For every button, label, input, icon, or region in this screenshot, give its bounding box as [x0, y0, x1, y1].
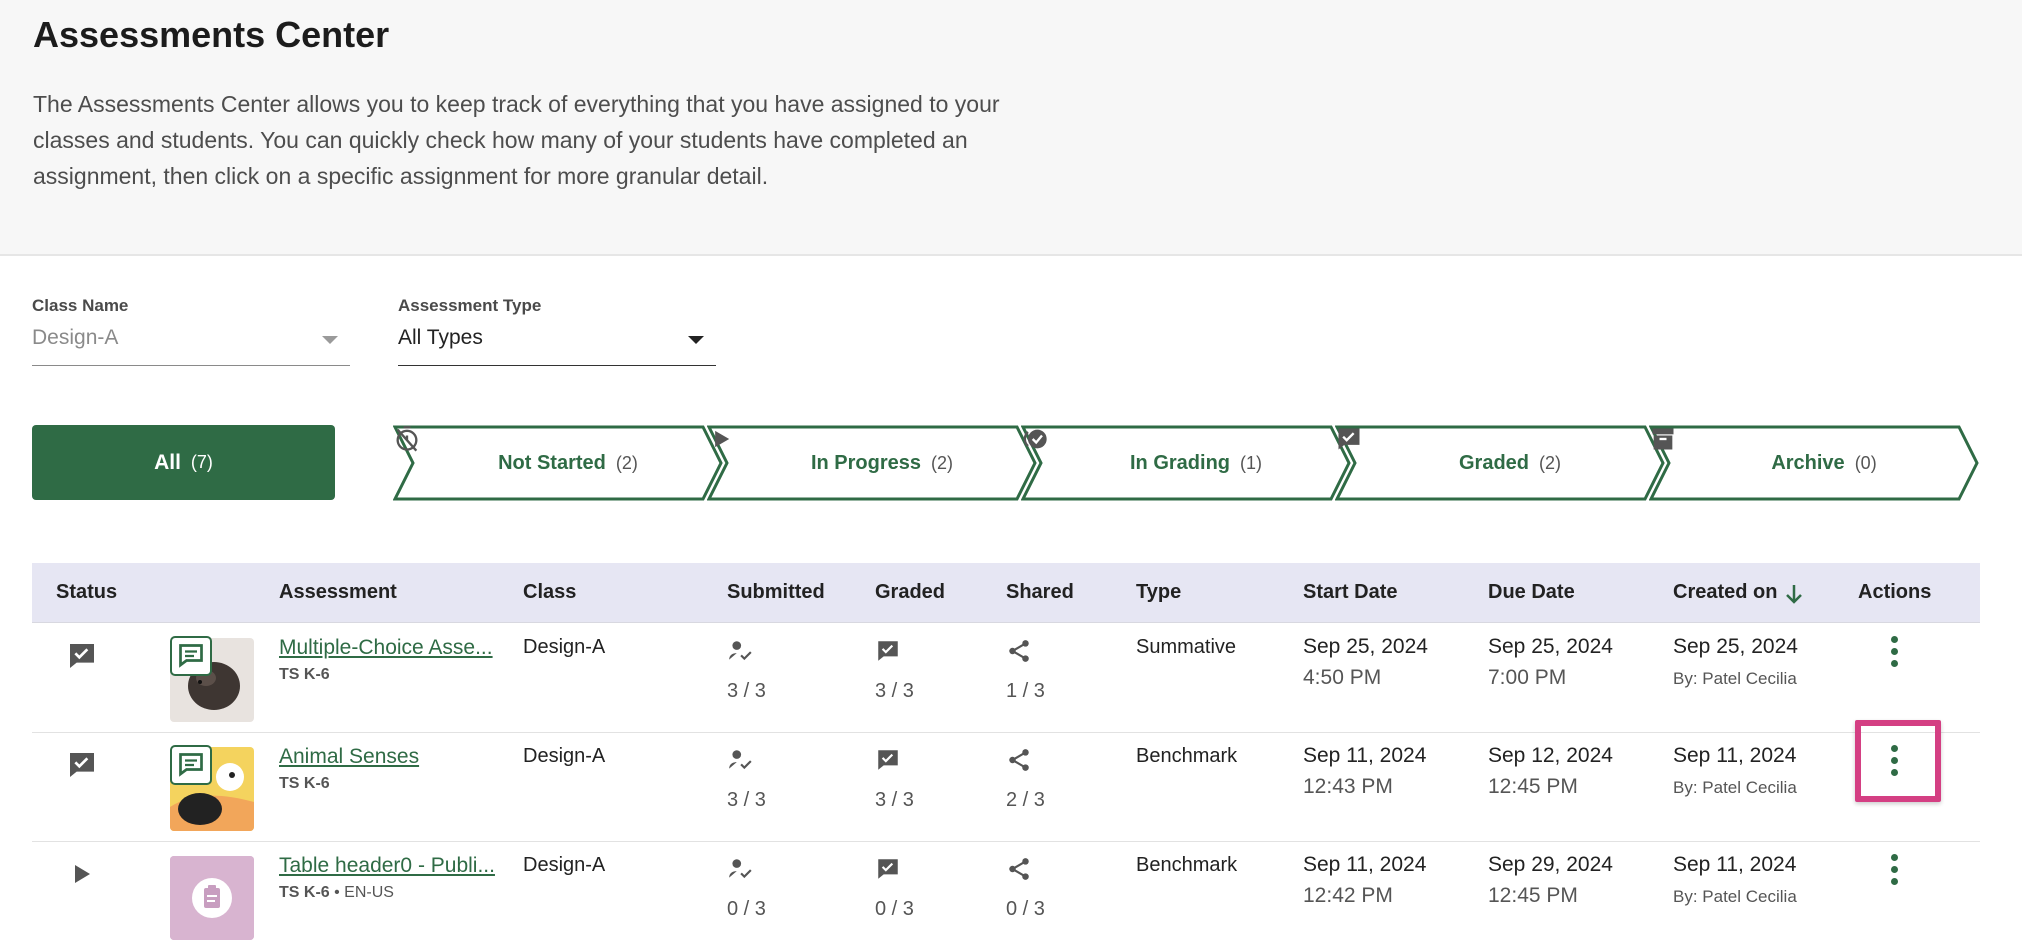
- share-icon: [1006, 638, 1032, 664]
- due-date: Sep 25, 2024: [1488, 635, 1613, 658]
- tab-graded[interactable]: [1335, 425, 1665, 501]
- graded-count: 3 / 3: [875, 789, 914, 811]
- shared-count: 1 / 3: [1006, 680, 1045, 702]
- comment-badge-icon: [170, 636, 212, 676]
- created-date: Sep 11, 2024: [1673, 744, 1797, 767]
- tab-not-started-count: (2): [615, 452, 638, 473]
- page-description: The Assessments Center allows you to keep track of everything that you have assigned to your classes and students. You can quickly check how many of your students have completed an assignment, then click on a specific assignment for more granular detail.: [33, 91, 1000, 189]
- column-actions: Actions: [1858, 581, 1932, 603]
- highlight-box: [1855, 720, 1941, 802]
- due-date: Sep 29, 2024: [1488, 853, 1613, 876]
- created-date: Sep 25, 2024: [1673, 635, 1798, 658]
- assessment-meta: [279, 775, 330, 793]
- table-header: [32, 563, 1980, 623]
- grading-check-icon: [1021, 425, 1049, 453]
- start-date: Sep 11, 2024: [1303, 853, 1427, 876]
- column-shared[interactable]: Shared: [1006, 581, 1074, 603]
- column-type[interactable]: Type: [1136, 581, 1182, 603]
- graded-count: 3 / 3: [875, 680, 914, 702]
- tab-archive[interactable]: [1649, 425, 1979, 501]
- timer-off-icon: [393, 425, 421, 453]
- more-actions-icon[interactable]: [1888, 854, 1900, 890]
- assessment-type: Benchmark: [1136, 854, 1238, 876]
- assessment-link[interactable]: Animal Senses: [279, 745, 420, 768]
- assessment-type-value: All Types: [398, 326, 483, 349]
- graded-status-icon: [66, 749, 98, 781]
- tab-archive-count: (0): [1854, 452, 1877, 473]
- share-icon: [1006, 856, 1032, 882]
- column-graded[interactable]: Graded: [875, 581, 946, 603]
- chevron-down-icon: [322, 336, 338, 344]
- created-by: By: Patel Cecilia: [1673, 669, 1797, 688]
- grade-level: TS K-6: [279, 666, 330, 683]
- class-name-value: Design-A: [32, 326, 119, 349]
- column-status[interactable]: Status: [56, 581, 118, 603]
- tab-archive-label: Archive: [1771, 451, 1845, 474]
- assessment-thumbnail: [170, 856, 254, 940]
- class-name-filter[interactable]: [32, 296, 350, 349]
- archive-icon: [1649, 425, 1677, 453]
- tab-in-progress-count: (2): [931, 452, 954, 473]
- assessment-link[interactable]: Multiple-Choice Asse...: [279, 636, 493, 659]
- created-date: Sep 11, 2024: [1673, 853, 1797, 876]
- tab-graded-count: (2): [1539, 452, 1562, 473]
- column-created-on[interactable]: Created on: [1673, 581, 1778, 603]
- chevron-down-icon: [688, 336, 704, 344]
- column-class[interactable]: Class: [523, 581, 577, 603]
- column-start-date[interactable]: Start Date: [1303, 581, 1398, 603]
- graded-comment-icon: [1335, 425, 1363, 453]
- column-assessment[interactable]: Assessment: [279, 581, 397, 603]
- start-date: Sep 25, 2024: [1303, 635, 1428, 658]
- person-check-icon: [727, 856, 753, 882]
- class-name: Design-A: [523, 854, 606, 876]
- graded-comment-icon: [875, 638, 901, 664]
- start-date: Sep 11, 2024: [1303, 744, 1427, 767]
- more-actions-icon[interactable]: [1888, 636, 1900, 672]
- table-row[interactable]: [32, 842, 1980, 951]
- graded-status-icon: [66, 640, 98, 672]
- language: • EN-US: [329, 884, 394, 901]
- due-date: Sep 12, 2024: [1488, 744, 1613, 767]
- graded-comment-icon: [875, 747, 901, 773]
- tab-not-started[interactable]: [393, 425, 723, 501]
- graded-count: 0 / 3: [875, 898, 914, 920]
- assessment-type: Benchmark: [1136, 745, 1238, 767]
- grade-level: TS K-6: [279, 884, 330, 901]
- page-header: [0, 0, 2022, 256]
- assessment-link[interactable]: Table header0 - Publi...: [279, 854, 495, 877]
- graded-comment-icon: [875, 856, 901, 882]
- person-check-icon: [727, 747, 753, 773]
- shared-count: 2 / 3: [1006, 789, 1045, 811]
- table-row[interactable]: [32, 733, 1980, 842]
- class-name-label: Class Name: [32, 296, 129, 315]
- due-time: 12:45 PM: [1488, 884, 1578, 907]
- table-row[interactable]: [32, 624, 1980, 733]
- created-by: By: Patel Cecilia: [1673, 887, 1797, 906]
- submitted-count: 3 / 3: [727, 789, 766, 811]
- tab-all[interactable]: [32, 425, 335, 500]
- submitted-count: 0 / 3: [727, 898, 766, 920]
- submitted-count: 3 / 3: [727, 680, 766, 702]
- tab-graded-label: Graded: [1458, 451, 1530, 474]
- share-icon: [1006, 747, 1032, 773]
- assessment-type: Summative: [1136, 636, 1237, 658]
- page-title: Assessments Center: [33, 14, 390, 55]
- assessment-type-filter[interactable]: [398, 296, 716, 349]
- tab-in-grading-label: In Grading: [1130, 451, 1230, 474]
- shared-count: 0 / 3: [1006, 898, 1045, 920]
- person-check-icon: [727, 638, 753, 664]
- assessment-meta: [279, 884, 394, 902]
- start-time: 12:42 PM: [1303, 884, 1393, 907]
- tab-in-grading-count: (1): [1240, 452, 1262, 473]
- start-time: 12:43 PM: [1303, 775, 1393, 798]
- column-due-date[interactable]: Due Date: [1488, 581, 1575, 603]
- play-icon: [707, 425, 735, 453]
- tab-not-started-label: Not Started: [498, 451, 606, 474]
- class-name: Design-A: [523, 636, 606, 658]
- tab-in-progress[interactable]: [707, 425, 1037, 501]
- class-name: Design-A: [523, 745, 606, 767]
- column-submitted[interactable]: Submitted: [727, 581, 825, 603]
- due-time: 7:00 PM: [1488, 666, 1567, 689]
- tab-in-grading[interactable]: [1021, 425, 1351, 501]
- start-time: 4:50 PM: [1303, 666, 1382, 689]
- tab-all-count: (7): [190, 452, 213, 472]
- created-by: By: Patel Cecilia: [1673, 778, 1797, 797]
- tab-all-label: All: [154, 450, 181, 474]
- assessment-meta: [279, 666, 330, 684]
- assessment-type-label: Assessment Type: [398, 296, 542, 315]
- play-status-icon: [70, 862, 94, 886]
- tab-in-progress-label: In Progress: [810, 451, 922, 474]
- sort-arrow-down-icon[interactable]: [1784, 583, 1804, 605]
- due-time: 12:45 PM: [1488, 775, 1578, 798]
- grade-level: TS K-6: [279, 775, 330, 792]
- comment-badge-icon: [170, 745, 212, 785]
